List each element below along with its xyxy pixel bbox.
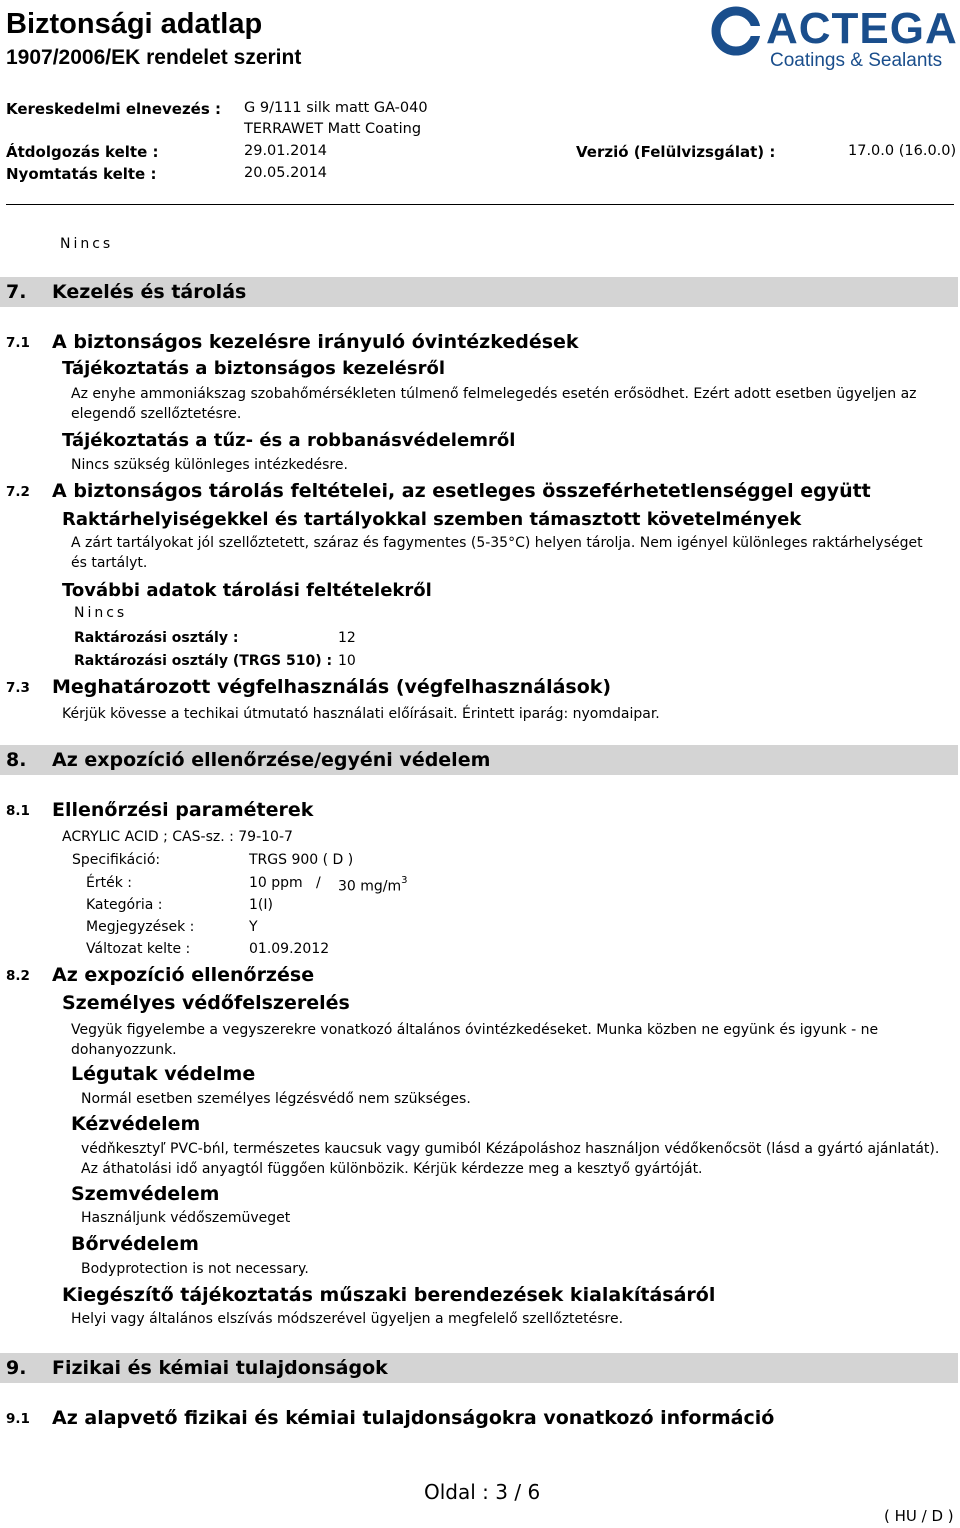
end-use-text: Kérjük kövesse a techikai útmutató használati előírásait. Érintett iparág: nyomdaipar. (62, 706, 660, 722)
fire-protection-heading: Tájékoztatás a tűz- és a robbanásvédelemről (62, 430, 516, 451)
engineering-text: Helyi vagy általános elszívás módszerével ügyeljen a megfelelő szellőztetésre. (71, 1311, 624, 1327)
print-date-label: Nyomtatás kelte : (6, 165, 157, 183)
subsection-7-3-number: 7.3 (6, 680, 30, 696)
skin-protection-heading: Bőrvédelem (71, 1233, 199, 1255)
trade-name-label: Kereskedelmi elnevezés : (6, 100, 221, 118)
version-date-value: 01.09.2012 (249, 941, 330, 957)
subsection-9-1-title: Az alapvető fizikai és kémiai tulajdonságokra vonatkozó információ (52, 1407, 775, 1429)
version-date-label: Változat kelte : (86, 941, 191, 957)
logo-tagline: Coatings & Sealants (770, 50, 943, 71)
document-title: Biztonsági adatlap (6, 8, 263, 40)
hand-protection-heading: Kézvédelem (71, 1113, 201, 1135)
substance-name: ACRYLIC ACID ; CAS-sz. : 79-10-7 (62, 829, 293, 845)
document-subtitle: 1907/2006/EK rendelet szerint (6, 46, 302, 69)
locale-code: ( HU / D ) (884, 1507, 954, 1525)
storage-class-value: 12 (338, 630, 356, 646)
category-label: Kategória : (86, 897, 163, 913)
subsection-8-1-number: 8.1 (6, 803, 30, 819)
storage-info-heading: További adatok tárolási feltételekről (62, 580, 432, 601)
eye-protection-heading: Szemvédelem (71, 1183, 220, 1205)
hand-protection-text: védňkesztyľ PVC-bńl, természetes kaucsuk vagy gumiból Kézápoláshoz használjon védőkenőcsöt (lásd a gyártó ajánlatát). Az áthatolási idő anyagtól függően különbözik. Kérjük kérdezze meg a kesztyő gyártóját. (81, 1141, 940, 1177)
subsection-7-2-title: A biztonságos tárolás feltételei, az esetleges összeférhetetlenséggel együtt (52, 480, 871, 502)
ppe-text: Vegyük figyelembe a vegyszerekre vonatkozó általános óvintézkedéseket. Munka közben ne együnk és igyunk - ne dohanyozzunk. (71, 1022, 879, 1058)
subsection-9-1-number: 9.1 (6, 1411, 30, 1427)
subsection-7-3-title: Meghatározott végfelhasználás (végfelhasználások) (52, 676, 612, 698)
section-title: Kezelés és tárolás (52, 281, 247, 303)
limit-value-mg-text: 30 mg/m (338, 878, 402, 895)
revision-date-label: Átdolgozás kelte : (6, 143, 159, 161)
limit-value-ppm: 10 ppm (249, 875, 303, 891)
subsection-8-2-title: Az expozíció ellenőrzése (52, 964, 315, 986)
subsection-7-1-title: A biztonságos kezelésre irányuló óvintézkedések (52, 331, 579, 353)
eye-protection-text: Használjunk védőszemüveget (81, 1210, 291, 1226)
trgs-class-label: Raktározási osztály (TRGS 510) : (74, 653, 333, 669)
section-8-header (0, 745, 958, 775)
revision-date-value: 29.01.2014 (244, 143, 328, 159)
respiratory-text: Normál esetben személyes légzésvédő nem szükséges. (81, 1091, 471, 1107)
limit-value-label: Érték : (86, 875, 132, 891)
storage-requirements-heading: Raktárhelyiségekkel és tartályokkal szemben támasztott követelmények (62, 509, 802, 530)
storage-class-label: Raktározási osztály : (74, 630, 239, 646)
section-number: 8. (6, 749, 27, 771)
storage-info-none: Nincs (74, 605, 128, 621)
version-value: 17.0.0 (16.0.0) (848, 143, 957, 159)
storage-requirements-text: A zárt tartályokat jól szellőztetett, száraz és fagymentes (5-35°C) helyen tárolja. Nem igényel különleges raktárhelységet és tartályt. (71, 535, 923, 571)
subsection-7-1-number: 7.1 (6, 335, 30, 351)
spec-label: Specifikáció: (72, 852, 161, 868)
section-title: Az expozíció ellenőrzése/egyéni védelem (52, 749, 491, 771)
skin-protection-text: Bodyprotection is not necessary. (81, 1261, 309, 1277)
subsection-7-2-number: 7.2 (6, 484, 30, 500)
section-7-header (0, 277, 958, 307)
trade-name-value-1: G 9/111 silk matt GA-040 (244, 100, 428, 116)
previous-section-none: Nincs (60, 236, 114, 252)
section-title: Fizikai és kémiai tulajdonságok (52, 1357, 388, 1379)
limit-value-separator: / (316, 875, 321, 891)
safe-handling-heading: Tájékoztatás a biztonságos kezelésről (62, 358, 446, 379)
engineering-heading: Kiegészítő tájékoztatás műszaki berendezések kialakításáról (62, 1284, 716, 1306)
ppe-heading: Személyes védőfelszerelés (62, 992, 350, 1014)
subsection-8-1-title: Ellenőrzési paraméterek (52, 799, 314, 821)
notes-value: Y (249, 919, 258, 935)
spec-value: TRGS 900 ( D ) (249, 852, 354, 868)
header-divider (6, 204, 954, 205)
section-number: 9. (6, 1357, 27, 1379)
trgs-class-value: 10 (338, 653, 356, 669)
print-date-value: 20.05.2014 (244, 165, 328, 181)
limit-value-mg (338, 873, 408, 897)
safe-handling-text: Az enyhe ammoniákszag szobahőmérsékleten túlmenő felmelegedés esetén erősödhet. Ezért adott esetben ügyeljen az elegendő szellőztetésre. (71, 386, 917, 422)
category-value: 1(I) (249, 897, 273, 913)
logo-name: ACTEGA (766, 4, 958, 53)
fire-protection-text: Nincs szükség különleges intézkedésre. (71, 457, 348, 473)
version-label: Verzió (Felülvizsgálat) : (576, 143, 776, 161)
section-number: 7. (6, 281, 27, 303)
section-9-header (0, 1353, 958, 1383)
respiratory-heading: Légutak védelme (71, 1063, 256, 1085)
logo-mark-icon (711, 6, 761, 56)
notes-label: Megjegyzések : (86, 919, 195, 935)
subsection-8-2-number: 8.2 (6, 968, 30, 984)
trade-name-value-2: TERRAWET Matt Coating (244, 121, 422, 137)
limit-value-exponent: 3 (401, 875, 408, 886)
page-number: Oldal : 3 / 6 (424, 1480, 541, 1504)
